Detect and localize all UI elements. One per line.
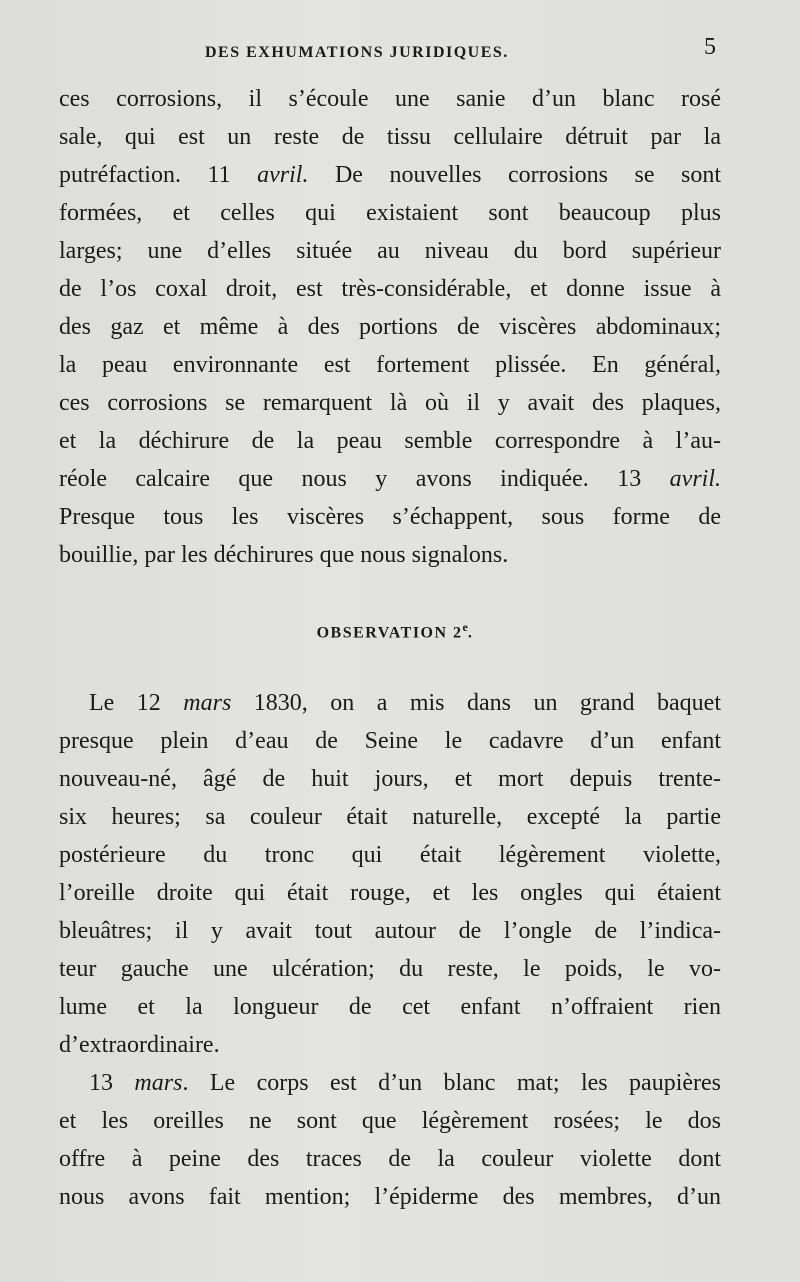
text-line: bleuâtres; il y avait tout autour de l’ongle de l’indica- bbox=[59, 918, 721, 944]
text-line: larges; une d’elles située au niveau du bord supérieur bbox=[59, 238, 721, 264]
text-line: sale, qui est un reste de tissu cellulaire détruit par la bbox=[59, 124, 721, 150]
text-line: Le 12 mars 1830, on a mis dans un grand baquet bbox=[89, 690, 722, 716]
text-line: presque plein d’eau de Seine le cadavre d’un enfant bbox=[59, 728, 721, 754]
text-line: nouveau-né, âgé de huit jours, et mort depuis trente- bbox=[59, 766, 721, 792]
text-line: et la déchirure de la peau semble correspondre à l’au- bbox=[59, 428, 721, 454]
text-line: la peau environnante est fortement plissée. En général, bbox=[59, 352, 721, 378]
running-head: DES EXHUMATIONS JURIDIQUES. bbox=[205, 44, 509, 61]
text-line: réole calcaire que nous y avons indiquée. 13 avril. bbox=[59, 466, 721, 492]
text-line: formées, et celles qui existaient sont beaucoup plus bbox=[59, 200, 721, 226]
text-line: nous avons fait mention; l’épiderme des membres, d’un bbox=[59, 1184, 721, 1210]
body-text bbox=[59, 80, 721, 1216]
text-line: Presque tous les viscères s’échappent, sous forme de bbox=[59, 504, 721, 530]
text-line: putréfaction. 11 avril. De nouvelles corrosions se sont bbox=[59, 162, 721, 188]
page-number: 5 bbox=[704, 34, 716, 60]
text-line: 13 mars. Le corps est d’un blanc mat; les paupières bbox=[89, 1070, 721, 1096]
section-heading: OBSERVATION 2e. bbox=[316, 620, 474, 642]
text-line: ces corrosions se remarquent là où il y avait des plaques, bbox=[59, 390, 721, 416]
text-line: bouillie, par les déchirures que nous signalons. bbox=[59, 542, 509, 568]
text-line: ces corrosions, il s’écoule une sanie d’un blanc rosé bbox=[59, 86, 721, 112]
text-line: d’extraordinaire. bbox=[59, 1032, 220, 1058]
text-line: des gaz et même à des portions de viscères abdominaux; bbox=[59, 314, 721, 340]
text-line: postérieure du tronc qui était légèrement violette, bbox=[59, 842, 721, 868]
text-line: teur gauche une ulcération; du reste, le poids, le vo- bbox=[59, 956, 721, 982]
text-line: six heures; sa couleur était naturelle, excepté la partie bbox=[59, 804, 721, 830]
text-line: et les oreilles ne sont que légèrement rosées; le dos bbox=[59, 1108, 721, 1134]
text-line: lume et la longueur de cet enfant n’offraient rien bbox=[59, 994, 721, 1020]
text-line: l’oreille droite qui était rouge, et les ongles qui étaient bbox=[59, 880, 721, 906]
text-line: offre à peine des traces de la couleur violette dont bbox=[59, 1146, 721, 1172]
text-line: de l’os coxal droit, est très-considérable, et donne issue à bbox=[59, 276, 721, 302]
